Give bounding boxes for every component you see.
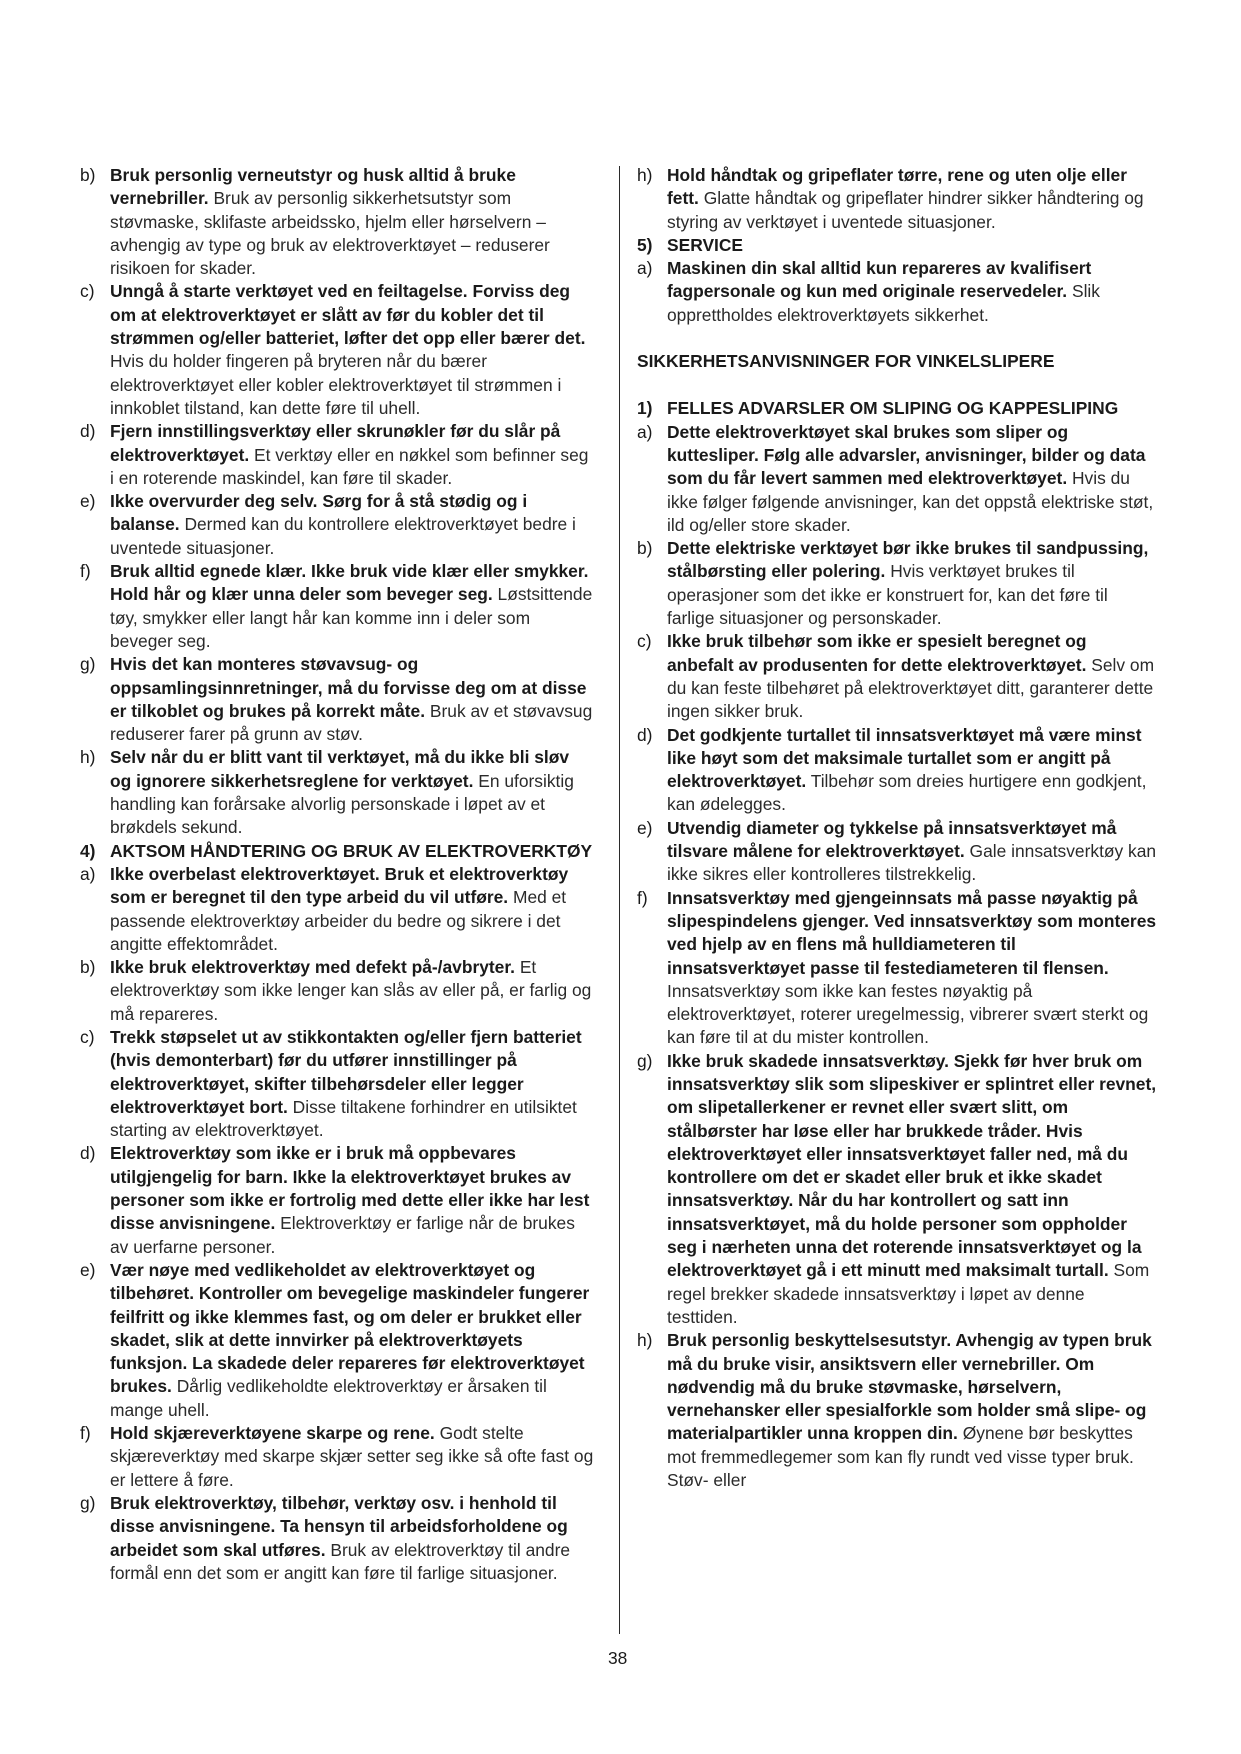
right-column [637, 164, 1157, 1492]
list-item [80, 1259, 594, 1422]
list-item [80, 420, 594, 490]
item-bold-text: Ikke bruk elektroverktøy med defekt på-/avbryter. [110, 957, 515, 978]
list-item [80, 1142, 594, 1258]
item-bold-text: AKTSOM HÅNDTERING OG BRUK AV ELEKTROVERKTØY [110, 840, 593, 861]
item-label: c) [80, 1026, 95, 1047]
section-heading: SIKKERHETSANVISNINGER FOR VINKELSLIPERE [637, 351, 1055, 372]
list-item [637, 537, 1157, 630]
right-column-bottom [637, 397, 1157, 1492]
item-text: Slik opprettholdes elektroverktøyets sikkerhet. [667, 281, 1100, 325]
item-text: Disse tiltakene forhindrer en utilsiktet starting av elektroverktøyet. [110, 1096, 577, 1141]
item-text: Hvis verktøyet brukes til operasjoner som det ikke er konstruert for, kan det føre til farlige situasjoner og personskader. [667, 561, 1108, 629]
item-bold-text: Bruk elektroverktøy, tilbehør, verktøy osv. i henhold til disse anvisningene. Ta hensyn til arbeidsforholdene og arbeidet som skal utføres. [110, 1492, 568, 1560]
item-text: Løstsittende tøy, smykker eller langt hår kan komme inn i deler som beveger seg. [110, 584, 593, 651]
item-text: Tilbehør som dreies hurtigere enn godkjent, kan ødelegges. [667, 771, 1147, 815]
item-label: 5) [637, 234, 653, 255]
item-text: Godt stelte skjæreverktøy med skarpe skjær setter seg ikke så ofte fast og er lettere å føre. [110, 1423, 594, 1490]
item-label: e) [637, 817, 653, 838]
item-bold-text: Ikke bruk tilbehør som ikke er spesielt beregnet og anbefalt av produsenten for dette elektroverktøyet. [667, 631, 1087, 675]
item-bold-text: SERVICE [667, 234, 744, 255]
item-label: f) [637, 887, 648, 908]
item-text: Hvis du ikke følger følgende anvisninger, kan det oppstå elektriske støt, ild og/eller store skader. [667, 468, 1154, 535]
page-number: 38 [608, 1648, 628, 1668]
section-title [80, 840, 594, 863]
item-bold-text: Hvis det kan monteres støvavsug- og oppsamlingsinnretninger, må du forvisse deg om at disse er tilkoblet og brukes på korrekt måte. [110, 654, 587, 721]
item-label: 1) [637, 398, 653, 419]
item-text: Dårlig vedlikeholdte elektroverktøy er årsaken til mange uhell. [110, 1376, 547, 1420]
item-label: d) [80, 1143, 96, 1164]
item-bold-text: Utvendig diameter og tykkelse på innsatsverktøyet må tilsvare målene for elektroverktøyet. [667, 817, 1117, 862]
item-text: Glatte håndtak og gripeflater hindrer sikker håndtering og styring av verktøyet i uventede situasjoner. [667, 188, 1144, 232]
item-text: Gale innsatsverktøy kan ikke sikres eller kontrolleres tilstrekkelig. [667, 841, 1157, 885]
item-text: Hvis du holder fingeren på bryteren når du bærer elektroverktøyet eller kobler elektroverktøyet til strømmen i innkoblet tilstand, kan dette føre til uhell. [110, 351, 562, 418]
item-label: e) [80, 1259, 96, 1280]
item-bold-text: Ikke overbelast elektroverktøyet. Bruk et elektroverktøy som er beregnet til den type arbeid du vil utføre. [110, 863, 569, 908]
item-label: 4) [80, 840, 96, 861]
item-text: Med et passende elektroverktøy arbeider du bedre og sikrere i det angitte effektområdet. [110, 887, 567, 954]
item-text: Selv om du kan feste tilbehøret på elektroverktøyet ditt, garanterer dette ingen sikker bruk. [667, 654, 1155, 722]
item-bold-text: Bruk alltid egnede klær. Ikke bruk vide klær eller smykker. Hold hår og klær unna deler som beveger seg. [110, 561, 589, 605]
item-label: b) [80, 957, 96, 978]
item-text: Elektroverktøy er farlige når de brukes av uerfarne personer. [110, 1213, 575, 1257]
item-label: d) [80, 421, 96, 442]
right-column-top [637, 164, 1157, 327]
list-item [80, 164, 594, 280]
item-bold-text: Innsatsverktøy med gjengeinnsats må passe nøyaktig på slipespindelens gjenger. Ved innsatsverktøy som monteres ved hjelp av en flens må hulldiameteren til innsatsverktøyet passe til festediameteren til flensen. [667, 887, 1157, 978]
list-item [80, 490, 594, 560]
item-label: a) [637, 258, 653, 279]
item-label: a) [80, 863, 96, 884]
item-label: b) [637, 538, 653, 559]
item-label: a) [637, 421, 653, 442]
item-text: Bruk av et støvavsug reduserer farer på grunn av støv. [110, 700, 593, 745]
item-bold-text: Dette elektriske verktøyet bør ikke brukes til sandpussing, stålbørsting eller polering. [667, 538, 1149, 582]
list-item [80, 280, 594, 420]
item-text: Et verktøy eller en nøkkel som befinner seg i en roterende maskindel, kan føre til skader. [110, 444, 589, 488]
item-label: c) [637, 631, 652, 652]
column-divider [619, 166, 620, 1634]
list-item [637, 630, 1157, 723]
list-item [80, 1026, 594, 1142]
item-bold-text: Dette elektroverktøyet skal brukes som sliper og kuttesliper. Følg alle advarsler, anvisninger, bilder og data som du får levert sammen med elektroverktøyet. [667, 421, 1146, 489]
list-item [80, 746, 594, 839]
item-bold-text: Hold skjæreverktøyene skarpe og rene. [110, 1423, 435, 1444]
item-text: Bruk av personlig sikkerhetsutstyr som støvmaske, sklifaste arbeidssko, hjelm eller hørselvern – avhengig av type og bruk av elektroverktøyet – reduserer risikoen for skader. [110, 188, 550, 279]
list-item [637, 421, 1157, 537]
item-label: f) [80, 1423, 91, 1444]
item-label: f) [80, 561, 91, 582]
item-bold-text: Vær nøye med vedlikeholdet av elektroverktøyet og tilbehøret. Kontroller om bevegelige maskindeler fungerer feilfritt og ikke klemmes fast, og om deler er brukket eller skadet, slik at dette innvirker på elektroverktøyets funksjon. La skadede deler repareres før elektroverktøyet brukes. [110, 1259, 590, 1397]
item-label: b) [80, 165, 96, 185]
list-item [637, 1329, 1157, 1492]
item-bold-text: FELLES ADVARSLER OM SLIPING OG KAPPESLIPING [667, 398, 1119, 419]
item-text: En uforsiktig handling kan forårsake alvorlig personskade i løpet av et brøkdels sekund. [110, 770, 574, 838]
section-title [637, 397, 1157, 420]
item-bold-text: Selv når du er blitt vant til verktøyet, må du ikke bli sløv og ignorere sikkerhetsreglene for verktøyet. [110, 747, 570, 791]
item-label: g) [80, 1492, 96, 1513]
item-label: e) [80, 491, 96, 512]
list-item [80, 863, 594, 956]
item-label: h) [637, 1330, 653, 1351]
item-bold-text: Unngå å starte verktøyet ved en feiltagelse. Forviss deg om at elektroverktøyet er slått av før du kobler det til strømmen og/eller batteriet, løfter det opp eller bærer det. [110, 281, 586, 349]
item-bold-text: Elektroverktøy som ikke er i bruk må oppbevares utilgjengelig for barn. Ikke la elektroverktøyet brukes av personer som ikke er fortrolig med dette eller ikke har lest disse anvisningene. [110, 1143, 590, 1234]
item-bold-text: Maskinen din skal alltid kun repareres av kvalifisert fagpersonale og kun med originale reservedeler. [667, 258, 1092, 302]
item-bold-text: Bruk personlig verneutstyr og husk alltid å bruke vernebriller. [110, 165, 516, 209]
item-bold-text: Det godkjente turtallet til innsatsverktøyet må være minst like høyt som det maksimale turtallet som er angitt på elektroverktøyet. [667, 724, 1142, 792]
item-label: g) [80, 654, 96, 675]
item-bold-text: Ikke bruk skadede innsatsverktøy. Sjekk før hver bruk om innsatsverktøy slik som slipeskiver er splintret eller revnet, om slipetallerkener er revnet eller svært slitt, om stålbørster har løse eller har brukkede tråder. Hvis elektroverktøyet eller innsatsverktøyet faller ned, må du kontrollere om det er skadet eller bruk et ikke skadet innsatsverktøy. Når du har kontrollert og satt inn innsatsverktøyet, må du holde personer som oppholder seg i nærheten unna det roterende innsatsverktøyet og la elektroverktøyet gå i ett minutt med maksimalt turtall. [667, 1050, 1157, 1281]
item-text: Dermed kan du kontrollere elektroverktøyet bedre i uventede situasjoner. [110, 514, 576, 558]
list-item [80, 560, 594, 653]
item-bold-text: Bruk personlig beskyttelsesutstyr. Avhengig av typen bruk må du bruke visir, ansiktsvern eller vernebriller. Om nødvendig må du bruke støvmaske, hørselvern, vernehansker eller spesialforkle som holder små slipe- og materialpartikler unna kroppen din. [667, 1330, 1152, 1444]
item-bold-text: Hold håndtak og gripeflater tørre, rene og uten olje eller fett. [667, 165, 1127, 209]
list-item [80, 653, 594, 746]
left-column [80, 164, 594, 1585]
list-item [637, 817, 1157, 887]
list-item [80, 1492, 594, 1585]
item-bold-text: Trekk støpselet ut av stikkontakten og/eller fjern batteriet (hvis demonterbart) før du utfører innstillinger på elektroverktøyet, skifter tilbehørsdeler eller legger elektroverktøyet bort. [110, 1026, 582, 1117]
list-item [637, 724, 1157, 817]
item-label: c) [80, 281, 95, 302]
item-bold-text: Ikke overvurder deg selv. Sørg for å stå stødig og i balanse. [110, 491, 528, 535]
item-label: h) [637, 165, 653, 185]
item-label: h) [80, 747, 96, 768]
item-label: g) [637, 1050, 653, 1071]
list-item [637, 164, 1157, 234]
list-item [80, 956, 594, 1026]
item-text: Et elektroverktøy som ikke lenger kan slås av eller på, er farlig og må repareres. [110, 957, 592, 1024]
item-text: Bruk av elektroverktøy til andre formål enn det som er angitt kan føre til farlige situasjoner. [110, 1539, 571, 1583]
item-text: Som regel brekker skadede innsatsverktøy i løpet av denne testtiden. [667, 1260, 1150, 1327]
list-item [637, 257, 1157, 327]
section-title [637, 234, 1157, 257]
item-text: Øynene bør beskyttes mot fremmedlegemer som kan fly rundt ved visse typer bruk. Støv- eller [667, 1423, 1134, 1491]
item-bold-text: Fjern innstillingsverktøy eller skrunøkler før du slår på elektroverktøyet. [110, 421, 561, 465]
item-label: d) [637, 724, 653, 745]
item-text: Innsatsverktøy som ikke kan festes nøyaktig på elektroverktøyet, roterer uregelmessig, vibrerer svært sterkt og kan føre til at du mister kontrollen. [667, 980, 1149, 1048]
list-item [80, 1422, 594, 1492]
list-item [637, 1050, 1157, 1330]
list-item [637, 887, 1157, 1050]
